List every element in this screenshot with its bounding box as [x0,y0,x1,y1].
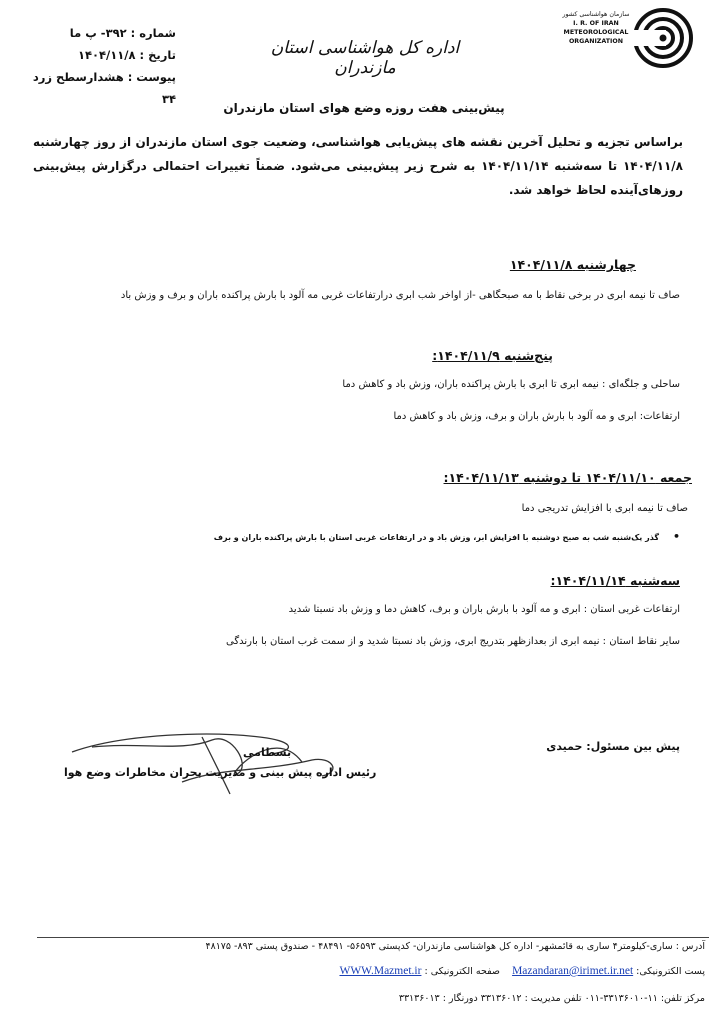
footer-contact [339,965,705,977]
section-1-line-1: صاف تا نیمه ابری در برخی نقاط با مه صبحگاهی -از اواخر شب ابری درارتفاعات غربی مه آلود با بارش پراکنده باران و برف و وزش باد [120,290,680,301]
date-row [16,44,176,66]
signatory-name: بسطامی [243,746,292,759]
logo-line-1: سازمان هواشناسی کشور [562,11,630,18]
section-4-heading: سه‌شنبه ۱۴۰۴/۱۱/۱۴: [550,573,680,588]
header-meta [16,22,176,110]
forecaster: پیش بین مسئول: حمیدی [546,740,680,753]
section-2-line-1: ساحلی و جلگه‌ای : نیمه ابری تا ابری با بارش پراکنده باران، وزش باد و کاهش دما [342,379,680,390]
number-value: ۳۹۲- پ ما [69,26,127,40]
section-3-heading: جمعه ۱۴۰۴/۱۱/۱۰ تا دوشنبه ۱۴۰۴/۱۱/۱۳: [443,470,692,485]
document-title: پیش‌بینی هفت روزه وضع هوای استان مازندران [223,101,505,115]
email-label: پست الکترونیکی: [636,966,705,977]
footer-phones: مرکز تلفن: ۱۱-۳۳۱۳۶۰۱۰-۰۱۱ تلفن مدیریت : ۳۳۱۳۶۰۱۲ دورنگار : ۳۳۱۳۶۰۱۳ [398,993,705,1004]
website-label: صفحه الکترونیکی : [424,966,500,977]
signatory-title: رئیس اداره پیش بینی و مدیریت بحران مخاطرات وضع هوا [64,766,377,779]
number-label: شماره : [130,26,176,40]
number-row [16,22,176,44]
email-link[interactable]: Mazandaran@irimet.ir.net [512,965,634,977]
website-link[interactable]: WWW.Mazmet.ir [339,965,422,977]
section-4-line-2: سایر نقاط استان : نیمه ابری از بعدازظهر بتدریج ابری، وزش باد نسبتا شدید و از سمت غرب استان با بارندگی [226,636,680,647]
section-2-heading: پنج‌شنبه ۱۴۰۴/۱۱/۹: [432,348,553,363]
logo-line-3: METEOROLOGICAL [563,29,629,36]
section-2-line-2: ارتفاعات: ابری و مه آلود با بارش باران و برف، وزش باد و کاهش دما [393,411,680,422]
handwritten-signature-icon [62,712,362,802]
meteorological-logo-icon [628,4,698,70]
date-label: تاریخ : [139,48,176,62]
logo-line-4: ORGANIZATION [568,38,624,45]
section-3-bullet: • گذر یک‌شنبه شب به صبح دوشنبه با افزایش ابر، وزش باد و در ارتفاعات غربی استان با بارش پراکنده باران و برف [214,530,680,543]
attach-value: هشدارسطح زرد ۳۴ [32,70,176,106]
footer-address: آدرس : ساری-کیلومتر۴ ساری به قائمشهر- اداره کل هواشناسی مازندران- کدپستی ۵۶۵۹۳- ۴۸۴۹۱ - صندوق پستی ۸۹۳- ۴۸۱۷۵ [205,941,705,952]
attach-label: پیوست : [127,70,176,84]
footer-divider [37,937,709,938]
office-title: اداره کل هواشناسی استان مازندران [270,38,460,78]
section-1-heading: چهارشنبه ۱۴۰۴/۱۱/۸ [509,257,636,272]
section-4-line-1: ارتفاعات غربی استان : ابری و مه آلود با بارش باران و برف، کاهش دما و وزش باد نسبتا شدید [288,604,680,615]
logo-line-2: I. R. OF IRAN [573,20,619,27]
date-value: ۱۴۰۴/۱۱/۸ [77,48,136,62]
intro-paragraph: براساس تجزیه و تحلیل آخرین نقشه های پیش‌یابی هواشناسی، وضعیت جوی استان مازندران از روز چهارشنبه ۱۴۰۴/۱۱/۸ تا سه‌شنبه ۱۴۰۴/۱۱/۱۴ به شرح زیر پیش‌بینی می‌شود. ضمناً تغییرات احتمالی درگزارش پیش‌بینی روزهای‌آینده لحاظ خواهد شد. [33,135,683,197]
section-3-line-1: صاف تا نیمه ابری با افزایش تدریجی دما [521,503,688,514]
logo-text [556,10,636,46]
